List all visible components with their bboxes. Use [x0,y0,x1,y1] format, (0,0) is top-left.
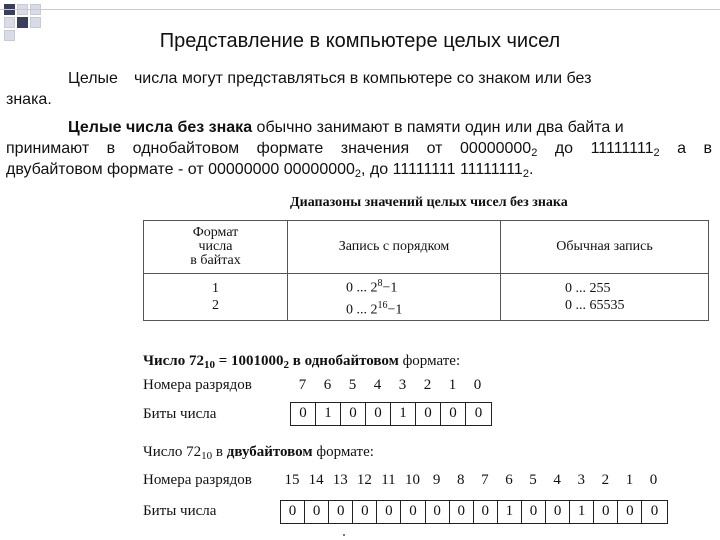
bit-cell: 0 [377,501,401,523]
example-2-positions-label: Номера разрядов [143,472,252,488]
example-2-title: Число $72_{10}$ в двубайтовом формате: [143,444,374,462]
bit-cell: 0 [281,501,305,523]
bit-position: 10 [405,472,421,488]
corner-square-icon [4,17,15,28]
bit-cell: 0 [416,403,441,425]
bold-term: Целые числа без знака [68,119,253,136]
paragraph-2-line [6,117,712,138]
bit-position: 4 [553,472,561,488]
stray-dot [343,534,345,536]
bit-cell: 1 [391,403,416,425]
bit-cell: 0 [594,501,618,523]
plain-value: 0 ... 65535 [565,298,625,313]
text-span: обычно занимают в памяти один или два байта и [252,119,624,136]
exponent-value: 0 ... $2^8-1$ [346,278,398,296]
exponent-cell [288,274,501,321]
text-span: двубайтовом формате - от 00000000 00000000 [6,161,355,178]
format-value: 1 [212,281,219,296]
format-value: 2 [212,298,219,313]
bit-cell: 0 [546,501,570,523]
bit-cell: 0 [401,501,425,523]
paragraph-1 [6,68,712,110]
text-span: , до 11111111 11111111 [361,161,523,178]
plain-value: 0 ... 255 [565,281,611,296]
bit-position: 14 [308,472,324,488]
bit-position: 8 [456,472,465,488]
slide-title: Представление в компьютере целых чисел [159,30,561,52]
paragraph-1-line [6,68,712,89]
bit-position: 5 [529,472,537,488]
bit-cell: 0 [366,403,391,425]
bit-position: 6 [505,472,513,488]
bit-position: 0 [473,377,482,393]
bit-cell: 0 [426,501,450,523]
bit-position: 2 [601,472,610,488]
bit-cell: 0 [618,501,642,523]
subscript: 2 [653,147,660,159]
bit-cell: 0 [650,503,659,519]
bit-cell: 0 [441,403,466,425]
bit-position: 0 [649,472,658,488]
text-span: Целые [68,70,118,87]
bit-cell: 1 [498,501,522,523]
example-1-bits [290,402,492,426]
exponent-value: 0 ... $2^{16}-1$ [346,300,403,318]
corner-square-icon [17,17,28,28]
paragraph-2-line [6,138,712,159]
bit-cell: 0 [291,403,316,425]
bit-cell: 0 [450,501,474,523]
bit-cell: 0 [329,501,353,523]
header-exponent: Запись с порядком [288,221,501,274]
bit-cell: 0 [353,501,377,523]
plain-cell [501,274,709,321]
bit-position: 7 [481,472,489,488]
bit-cell: 0 [305,501,329,523]
header-plain: Обычная запись [501,221,709,274]
bit-position: 4 [373,377,382,393]
top-divider [0,9,720,10]
subscript: 2 [354,168,362,180]
bit-cell: 0 [522,501,546,523]
subscript: 2 [531,147,538,159]
bit-position: 11 [381,472,396,488]
example-2-bits [280,500,668,524]
bit-cell: 1 [316,403,341,425]
bit-position: 6 [323,377,332,393]
bit-position: 9 [432,472,441,488]
bit-position: 12 [356,472,372,488]
text-span: . [528,161,534,178]
bit-position: 1 [448,377,457,393]
bit-position: 7 [298,377,307,393]
example-1-positions-label: Номера разрядов [143,377,252,393]
paragraph-2-line [6,159,712,180]
bit-position: 1 [625,472,634,488]
subscript: 2 [522,168,529,180]
bit-cell: 0 [474,405,483,421]
paragraph-1-line: знака. [6,91,52,108]
bit-position: 13 [332,472,348,488]
text-span: а в [659,140,713,157]
bit-position: 15 [284,472,300,488]
header-text: Формат числа в байтах [190,225,241,268]
bit-cell: 0 [341,403,366,425]
range-table-caption: Диапазоны значений целых чисел без знака [290,195,568,210]
text-span: до 11111111 [537,140,654,157]
text-span: принимают в однобайтовом формате значения от 00000000 [6,140,532,157]
bit-cell: 0 [474,501,498,523]
bit-position: 3 [398,377,407,393]
paragraph-2 [6,117,712,180]
format-cell [144,274,288,321]
text-span: числа могут представляться в компьютере со знаком или без [133,70,592,87]
bit-position: 3 [577,472,585,488]
example-2-bits-label: Биты числа [143,503,217,519]
example-1-title: Число $72_{10} = 1001000_2$ в однобайтовом формате: [143,353,461,371]
example-1-bits-label: Биты числа [143,406,217,422]
bit-cell: 1 [570,501,594,523]
range-table [143,220,709,321]
header-format [144,221,288,274]
corner-square-icon [30,17,41,28]
bit-position: 2 [423,377,432,393]
bit-position: 5 [348,377,357,393]
